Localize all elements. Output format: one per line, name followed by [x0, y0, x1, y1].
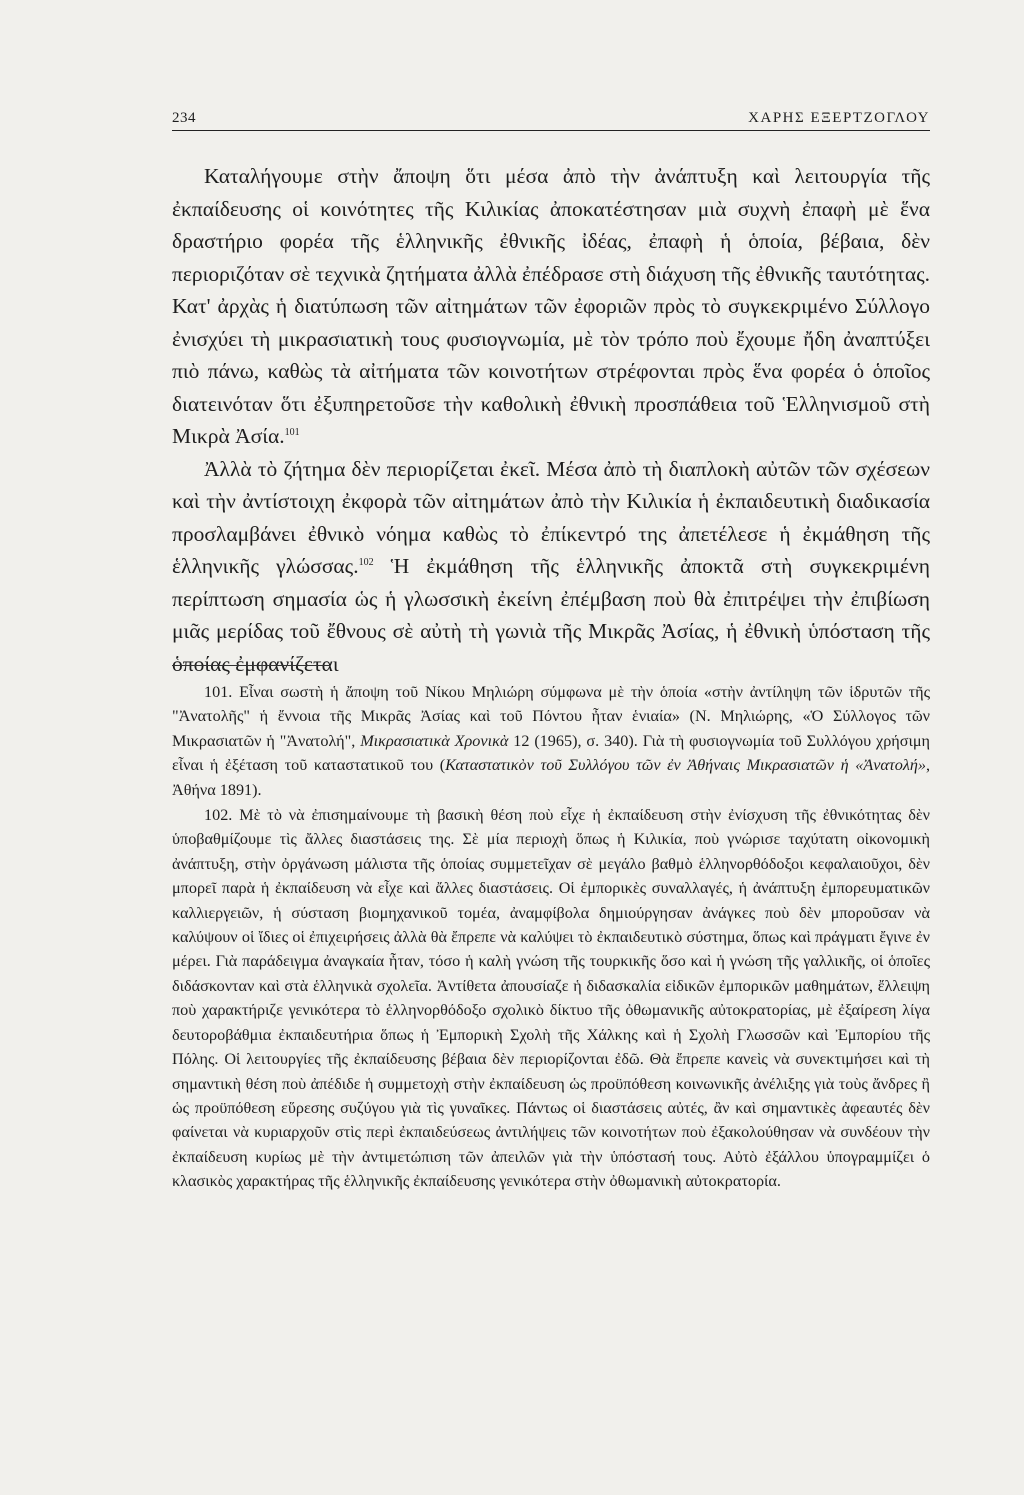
footnote-102-number: 102.: [204, 806, 233, 825]
footnote-102: [172, 803, 930, 1194]
running-author: ΧΑΡΗΣ ΕΞΕΡΤΖΟΓΛΟΥ: [748, 110, 930, 126]
paragraph-1-text: Καταλήγουμε στὴν ἄποψη ὅτι μέσα ἀπὸ τὴν ἀνάπτυξη καὶ λειτουργία τῆς ἐκπαίδευσης οἱ κοινότητες τῆς Κιλικίας ἀποκατέστησαν μιὰ συχνὴ ἐπαφὴ μὲ ἕνα δραστήριο φορέα τῆς ἑλληνικῆς ἐθνικῆς ἰδέας, ἐπαφὴ ἡ ὁποία, βέβαια, δὲν περιοριζόταν σὲ τεχνικὰ ζητήματα ἀλλὰ ἐπέδρασε στὴ διάχυση τῆς ἐθνικῆς ταυτότητας. Κατ' ἀρχὰς ἡ διατύπωση τῶν αἰτημάτων τῶν ἐφοριῶν πρὸς τὸ συγκεκριμένο Σύλλογο ἐνισχύει τὴ μικρασιατικὴ τους φυσιογνωμία, μὲ τὸν τρόπο ποὺ ἔχουμε ἤδη ἀναπτύξει πιὸ πάνω, καθὼς τὰ αἰτήματα τῶν κοινοτήτων στρέφονται πρὸς ἕνα φορέα ὁ ὁποῖος διατεινόταν ὅτι ἐξυπηρετοῦσε τὴν καθολικὴ ἐθνικὴ προσπάθεια τοῦ Ἑλληνισμοῦ στὴ Μικρὰ Ἀσία.: [172, 164, 930, 448]
footnote-ref-102[interactable]: 102: [358, 556, 374, 568]
footnotes: [172, 680, 930, 1194]
footnote-101-number: 101.: [204, 683, 233, 701]
paragraph-1: [172, 160, 930, 453]
page-number: 234: [172, 110, 196, 126]
paragraph-2-text-b: Ἡ ἐκμάθηση τῆς ἑλληνικῆς ἀποκτᾶ στὴ συγκεκριμένη περίπτωση σημασία ὡς ἡ γλωσσικὴ ἐκείνη ἐπέμβαση ποὺ θὰ ἐπιτρέψει τὴν ἐπιβίωση μιᾶς μερίδας τοῦ ἔθνους σὲ αὐτὴ τὴ γωνιὰ τῆς Μικρᾶς Ἀσίας, ἡ ἐθνικὴ ὑπόσταση τῆς ὁποίας ἐμφανίζεται: [172, 554, 930, 676]
footnote-101-text-1: Εἶναι σωστὴ ἡ ἄποψη τοῦ Νίκου Μηλιώρη σύμφωνα μὲ τὴν ὁποία «στὴν ἀντίληψη τῶν ἱδρυτῶν τῆς "Ἀνατολῆς" ἡ ἔννοια τῆς Μικρᾶς Ἀσίας καὶ τοῦ Πόντου ἦταν ἑνιαία» (Ν. Μηλιώρης, «Ὁ Σύλλογος τῶν Μικρασιατῶν ἡ "Ἀνατολή",: [172, 683, 930, 750]
footnote-101-title-2: Καταστατικὸν τοῦ Συλλόγου τῶν ἐν Ἀθήναις Μικρασιατῶν ἡ «Ἀνατολή»: [445, 756, 926, 775]
footnote-101: [172, 680, 930, 802]
footnote-101-text-3: , Ἀθήνα 1891).: [172, 756, 930, 799]
paragraph-2: [172, 453, 930, 681]
footnote-101-text-2: 12 (1965), σ. 340). Γιὰ τὴ φυσιογνωμία τοῦ Συλλόγου χρήσιμη εἶναι ἡ ἐξέταση τοῦ καταστατικοῦ του (: [172, 731, 930, 775]
running-header: [172, 104, 930, 131]
footnote-separator: [172, 665, 330, 666]
main-text: [172, 160, 930, 680]
footnote-102-text: Μὲ τὸ νὰ ἐπισημαίνουμε τὴ βασικὴ θέση ποὺ εἶχε ἡ ἐκπαίδευση στὴν ἐνίσχυση τῆς ἐθνικότητας δὲν ὑποβαθμίζουμε τὶς ἄλλες διαστάσεις της. Σὲ μία περιοχὴ ὅπως ἡ Κιλικία, ποὺ γνώρισε ταχύτατη οἰκονομικὴ ἀνάπτυξη, στὴν ὀργάνωση μάλιστα τῆς ὁποίας συμμετεῖχαν σὲ μεγάλο βαθμὸ ἑλληνορθόδοξοι κεφαλαιοῦχοι, δὲν μπορεῖ παρὰ ἡ ἐκπαίδευση νὰ εἶχε καὶ ἄλλες διαστάσεις. Οἱ ἐμπορικὲς συναλλαγές, ἡ ἀνάπτυξη ἐμπορευματικῶν καλλιεργειῶν, ἡ σύσταση βιομηχανικοῦ τομέα, ἀναμφίβολα δημιούργησαν ἀνάγκες ποὺ δὲν μποροῦσαν νὰ καλύψουν οἱ ἴδιες οἱ ἐπιχειρήσεις ἀλλὰ θὰ ἔπρεπε νὰ καλύψει τὸ ἐκπαιδευτικὸ σύστημα, ὅπως καὶ πράγματι ἔγινε ἐν μέρει. Γιὰ παράδειγμα ἀναγκαία ἦταν, τόσο ἡ καλὴ γνώση τῆς τουρκικῆς ὅσο καὶ ἡ γνώση τῆς γαλλικῆς, οἱ ὁποῖες διδάσκονταν καὶ στὰ ἑλληνικὰ σχολεῖα. Ἀντίθετα ἀπουσίαζε ἡ διδασκαλία εἰδικῶν ἐμπορικῶν μαθημάτων, ἔλλειψη ποὺ χαρακτήριζε γενικότερα τὸ ἑλληνορθόδοξο σχολικὸ δίκτυο τῆς ὀθωμανικῆς αὐτοκρατορίας, μὲ ἐξαίρεση λίγα δευτοροβάθμια ἐκπαιδευτήρια ὅπως ἡ Ἐμπορικὴ Σχολὴ τῆς Χάλκης καὶ ἡ Σχολὴ Γλωσσῶν καὶ Ἐμπορίου τῆς Πόλης. Οἱ λειτουργίες τῆς ἐκπαίδευσης βέβαια δὲν περιορίζονται ἐδῶ. Θὰ ἔπρεπε κανεὶς νὰ συνεκτιμήσει καὶ τὴ σημαντικὴ θέση ποὺ ἀπέδιδε ἡ συμμετοχὴ στὴν ἐκπαίδευση ὡς προϋπόθεση κοινωνικῆς ἀνέλιξης γιὰ τοὺς ἄνδρες ἢ ὡς προϋπόθεση εὕρεσης συζύγου γιὰ τὶς γυναῖκες. Πάντως οἱ διαστάσεις αὐτές, ἂν καὶ σημαντικὲς ἀφεαυτές δὲν φαίνεται νὰ κυριαρχοῦν στὶς περὶ ἐκπαιδεύσεως ἀντιλήψεις τῶν κοινοτήτων ποὺ ἐξακολούθησαν νὰ συνδέουν τὴν ἐκπαίδευση κυρίως μὲ τὴν ἀντιμετώπιση τῶν ἀπειλῶν γιὰ τὴν ὑπόστασή τους. Αὐτὸ ἐξάλλου ὑπογραμμίζει ὁ κλασικὸς χαρακτήρας τῆς ἑλληνικῆς ἐκπαίδευσης γενικότερα στὴν ὀθωμανικὴ αὐτοκρατορία.: [172, 806, 930, 1191]
footnote-ref-101[interactable]: 101: [284, 426, 300, 438]
footnote-101-title-1: Μικρασιατικὰ Χρονικὰ: [360, 731, 509, 750]
paragraph-2-text-a: Ἀλλὰ τὸ ζήτημα δὲν περιορίζεται ἐκεῖ. Μέσα ἀπὸ τὴ διαπλοκὴ αὐτῶν τῶν σχέσεων καὶ τὴν ἀντίστοιχη ἐκφορὰ τῶν αἰτημάτων ἀπὸ τὴν Κιλικία ἡ ἐκπαιδευτικὴ διαδικασία προσλαμβάνει ἐθνικὸ νόημα καθὼς τὸ ἐπίκεντρό της ἀπετέλεσε ἡ ἐκμάθηση τῆς ἑλληνικῆς γλώσσας.: [172, 456, 930, 578]
